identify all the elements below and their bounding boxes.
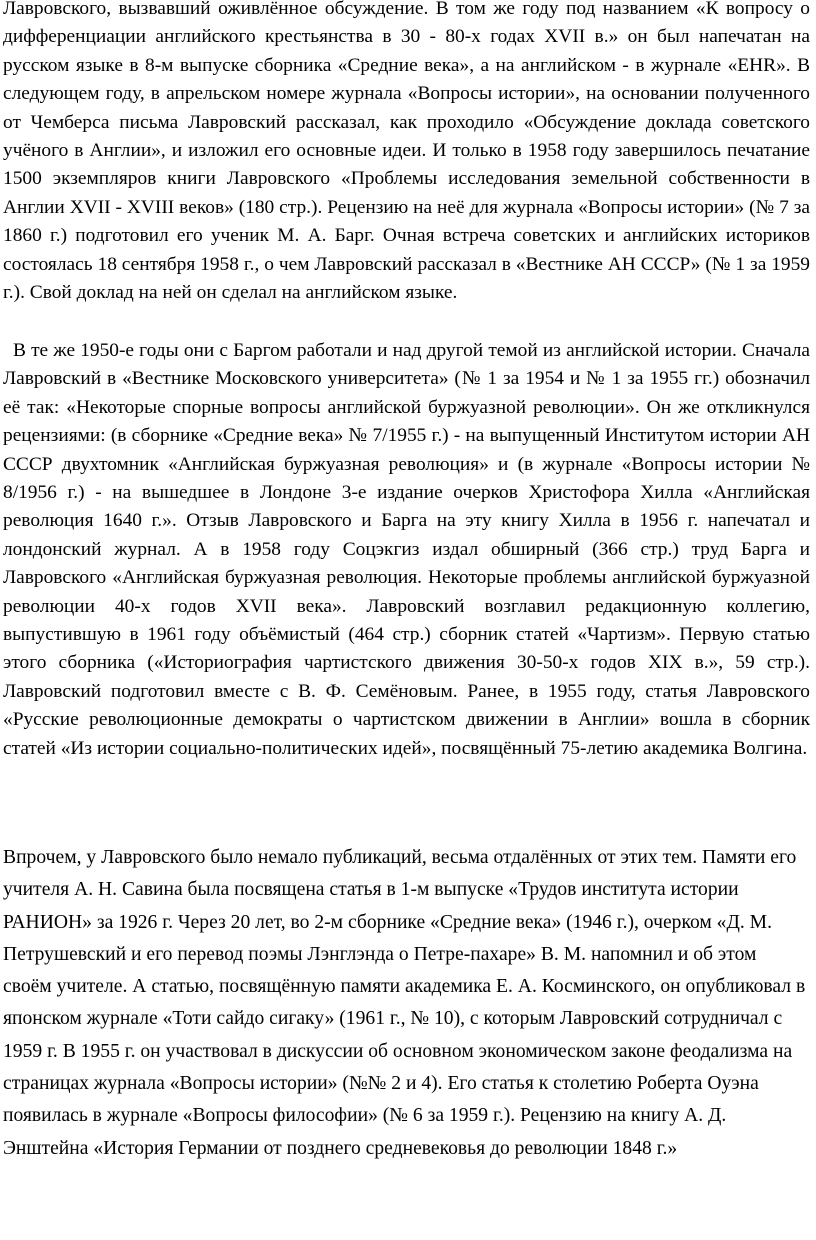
paragraph-3: Впрочем, у Лавровского было немало публикаций, весьма отдалённых от этих тем. Памяти его учителя А. Н. Савина была посвящена статья в 1-м выпуске «Трудов института истории РАНИОН» за 1926 г. Через 20 лет, во 2-м сборнике «Средние века» (1946 г.), очерком «Д. М. Петрушевский и его перевод поэмы Лэнглэнда о Петре-пахаре» В. М. напомнил и об этом своём учителе. А статью, посвящённую памяти академика Е. А. Косминского, он опубликовал в японском журнале «Тоти сайдо сигаку» (1961 г., № 10), с которым Лавровский сотрудничал с 1959 г. В 1955 г. он участвовал в дискуссии об основном экономическом законе феодализма на страницах журнала «Вопросы истории» (№№ 2 и 4). Его статья к столетию Роберта Оуэна появилась в журнале «Вопросы философии» (№ 6 за 1959 г.). Рецензию на книгу А. Д. Энштейна «История Германии от позднего средневековья до революции 1848 г.» — [3, 847, 806, 1159]
paragraph-2: В те же 1950-е годы они с Баргом работали и над другой темой из английской истории. Сначала Лавровский в «Вестнике Московского университета» (№ 1 за 1954 и № 1 за 1955 гг.) обозначил её так: «Некоторые спорные вопросы английской буржуазной революции». Он же откликнулся рецензиями: (в сборнике «Средние века» № 7/1955 г.) - на выпущенный Институтом истории АН СССР двухтомник «Английская буржуазная революция» и (в журнале «Вопросы истории № 8/1956 г.) - на вышедшее в Лондоне 3-е издание очерков Христофора Хилла «Английская революция 1640 г.». Отзыв Лавровского и Барга на эту книгу Хилла в 1956 г. напечатал и лондонский журнал. А в 1958 году Соцэкгиз издал обширный (366 стр.) труд Барга и Лавровского «Английская буржуазная революция. Некоторые проблемы английской буржуазной революции 40-х годов XVII века». Лавровский возглавил редакционную коллегию, выпустившую в 1961 году объёмистый (464 стр.) сборник статей «Чартизм». Первую статью этого сборника («Историография чартистского движения 30-50-х годов XIX в.», 59 стр.). Лавровский подготовил вместе с В. Ф. Семёновым. Ранее, в 1955 году, статья Лавровского «Русские революционные демократы о чартистском движении в Англии» вошла в сборник статей «Из истории социально-политических идей», посвящённый 75-летию академика Волгина. — [3, 340, 810, 759]
paragraph-1: Лавровского, вызвавший оживлённое обсуждение. В том же году под названием «К вопросу о дифференциации английского крестьянства в 30 - 80-х годах XVII в.» он был напечатан на русском языке в 8-м выпуске сборника «Средние века», а на английском - в журнале «EHR». В следующем году, в апрельском номере журнала «Вопросы истории», на основании полученного от Чемберса письма Лавровский рассказал, как проходило «Обсуждение доклада советского учёного в Англии», и изложил его основные идеи. И только в 1958 году завершилось печатание 1500 экземпляров книги Лавровского «Проблемы исследования земельной собственности в Англии XVII - XVIII веков» (180 стр.). Рецензию на неё для журнала «Вопросы истории» (№ 7 за 1860 г.) подготовил его ученик М. А. Барг. Очная встреча советских и английских историков состоялась 18 сентября 1958 г., о чем Лавровский рассказал в «Вестнике АН СССР» (№ 1 за 1959 г.). Свой доклад на ней он сделал на английском языке. — [3, 0, 810, 304]
